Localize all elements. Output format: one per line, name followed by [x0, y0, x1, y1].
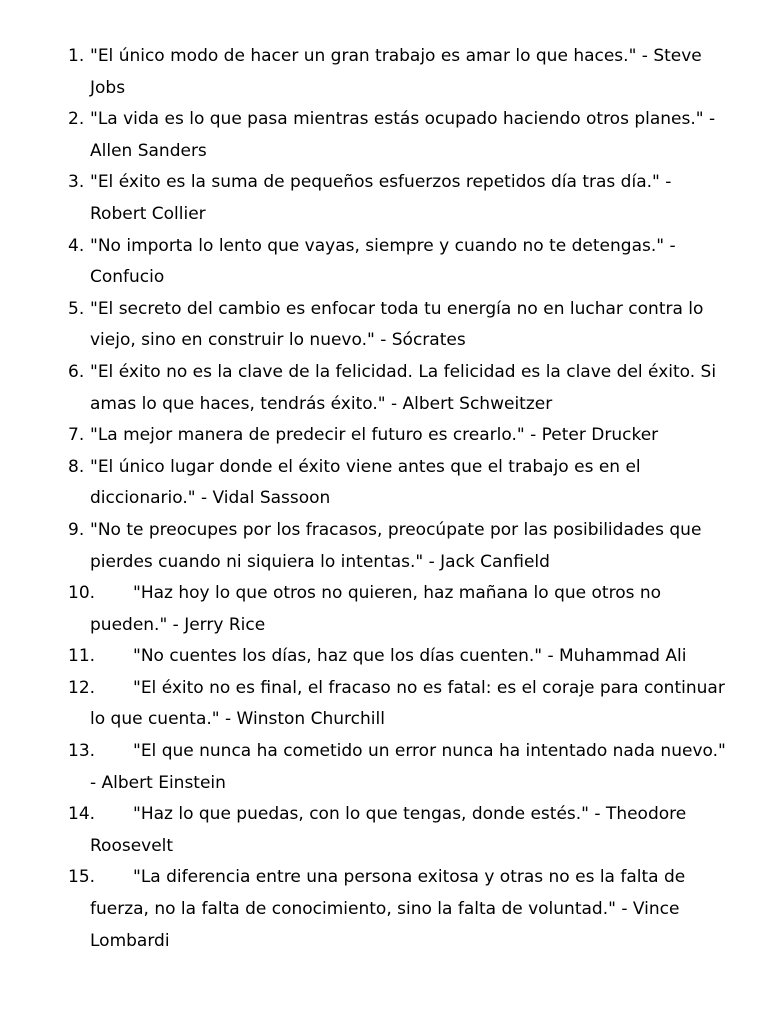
quote-text: "La mejor manera de predecir el futuro es crearlo." - Peter Drucker [90, 425, 659, 446]
quote-text: "El único modo de hacer un gran trabajo es amar lo que haces." - Steve Jobs [90, 46, 702, 98]
quote-text: "El que nunca ha cometido un error nunca ha intentado nada nuevo." - Albert Einstein [90, 741, 726, 793]
quote-list [68, 41, 728, 957]
list-item [68, 41, 728, 104]
item-number: 13. [68, 741, 96, 762]
list-item [68, 452, 728, 515]
item-number: 12. [68, 677, 96, 698]
item-number: 9. [68, 519, 85, 540]
list-item [68, 578, 728, 641]
list-item [68, 515, 728, 578]
quote-text: "El éxito no es la clave de la felicidad. La felicidad es la clave del éxito. Si amas lo que haces, tendrás éxito." - Albert Schweitzer [90, 361, 717, 414]
item-number: 1. [68, 46, 85, 66]
item-number: 7. [68, 425, 85, 446]
list-item [68, 673, 728, 736]
list-item [68, 736, 728, 799]
item-number: 10. [68, 583, 96, 604]
item-number: 2. [68, 109, 85, 130]
item-number: 15. [68, 867, 96, 888]
item-number: 4. [68, 235, 85, 256]
list-item [68, 862, 728, 957]
list-item [68, 420, 728, 452]
item-number: 5. [68, 298, 85, 319]
quote-text: "El secreto del cambio es enfocar toda tu energía no en luchar contra lo viejo, sino en construir lo nuevo." - Sócrates [90, 298, 704, 351]
list-item [68, 799, 728, 862]
quote-text: "No cuentes los días, haz que los días cuenten." - Muhammad Ali [133, 646, 687, 667]
list-item [68, 231, 728, 294]
quote-text: "El éxito es la suma de pequeños esfuerzos repetidos día tras día." - Robert Collier [90, 172, 672, 224]
item-number: 11. [68, 646, 96, 667]
quote-text: "Haz lo que puedas, con lo que tengas, donde estés." - Theodore Roosevelt [90, 804, 687, 856]
quote-text: "La vida es lo que pasa mientras estás ocupado haciendo otros planes." - Allen Sanders [90, 109, 716, 161]
quote-text: "El éxito no es final, el fracaso no es fatal: es el coraje para continuar lo que cuenta." - Winston Churchill [90, 677, 725, 730]
list-item [68, 357, 728, 420]
list-item [68, 167, 728, 230]
item-number: 14. [68, 804, 96, 825]
quote-text: "No te preocupes por los fracasos, preocúpate por las posibilidades que pierdes cuando ni siquiera lo intentas." - Jack Canfield [90, 519, 702, 572]
list-item [68, 294, 728, 357]
quote-text: "Haz hoy lo que otros no quieren, haz mañana lo que otros no pueden." - Jerry Rice [90, 583, 662, 635]
list-item [68, 104, 728, 167]
quote-text: "No importa lo lento que vayas, siempre y cuando no te detengas." - Confucio [90, 235, 676, 288]
quote-text: "La diferencia entre una persona exitosa y otras no es la falta de fuerza, no la falta de conocimiento, sino la falta de voluntad." - Vince Lombardi [90, 867, 686, 951]
list-item [68, 641, 728, 673]
item-number: 8. [68, 456, 85, 477]
item-number: 3. [68, 172, 85, 193]
item-number: 6. [68, 361, 85, 382]
quote-text: "El único lugar donde el éxito viene antes que el trabajo es en el diccionario." - Vidal Sassoon [90, 456, 641, 509]
